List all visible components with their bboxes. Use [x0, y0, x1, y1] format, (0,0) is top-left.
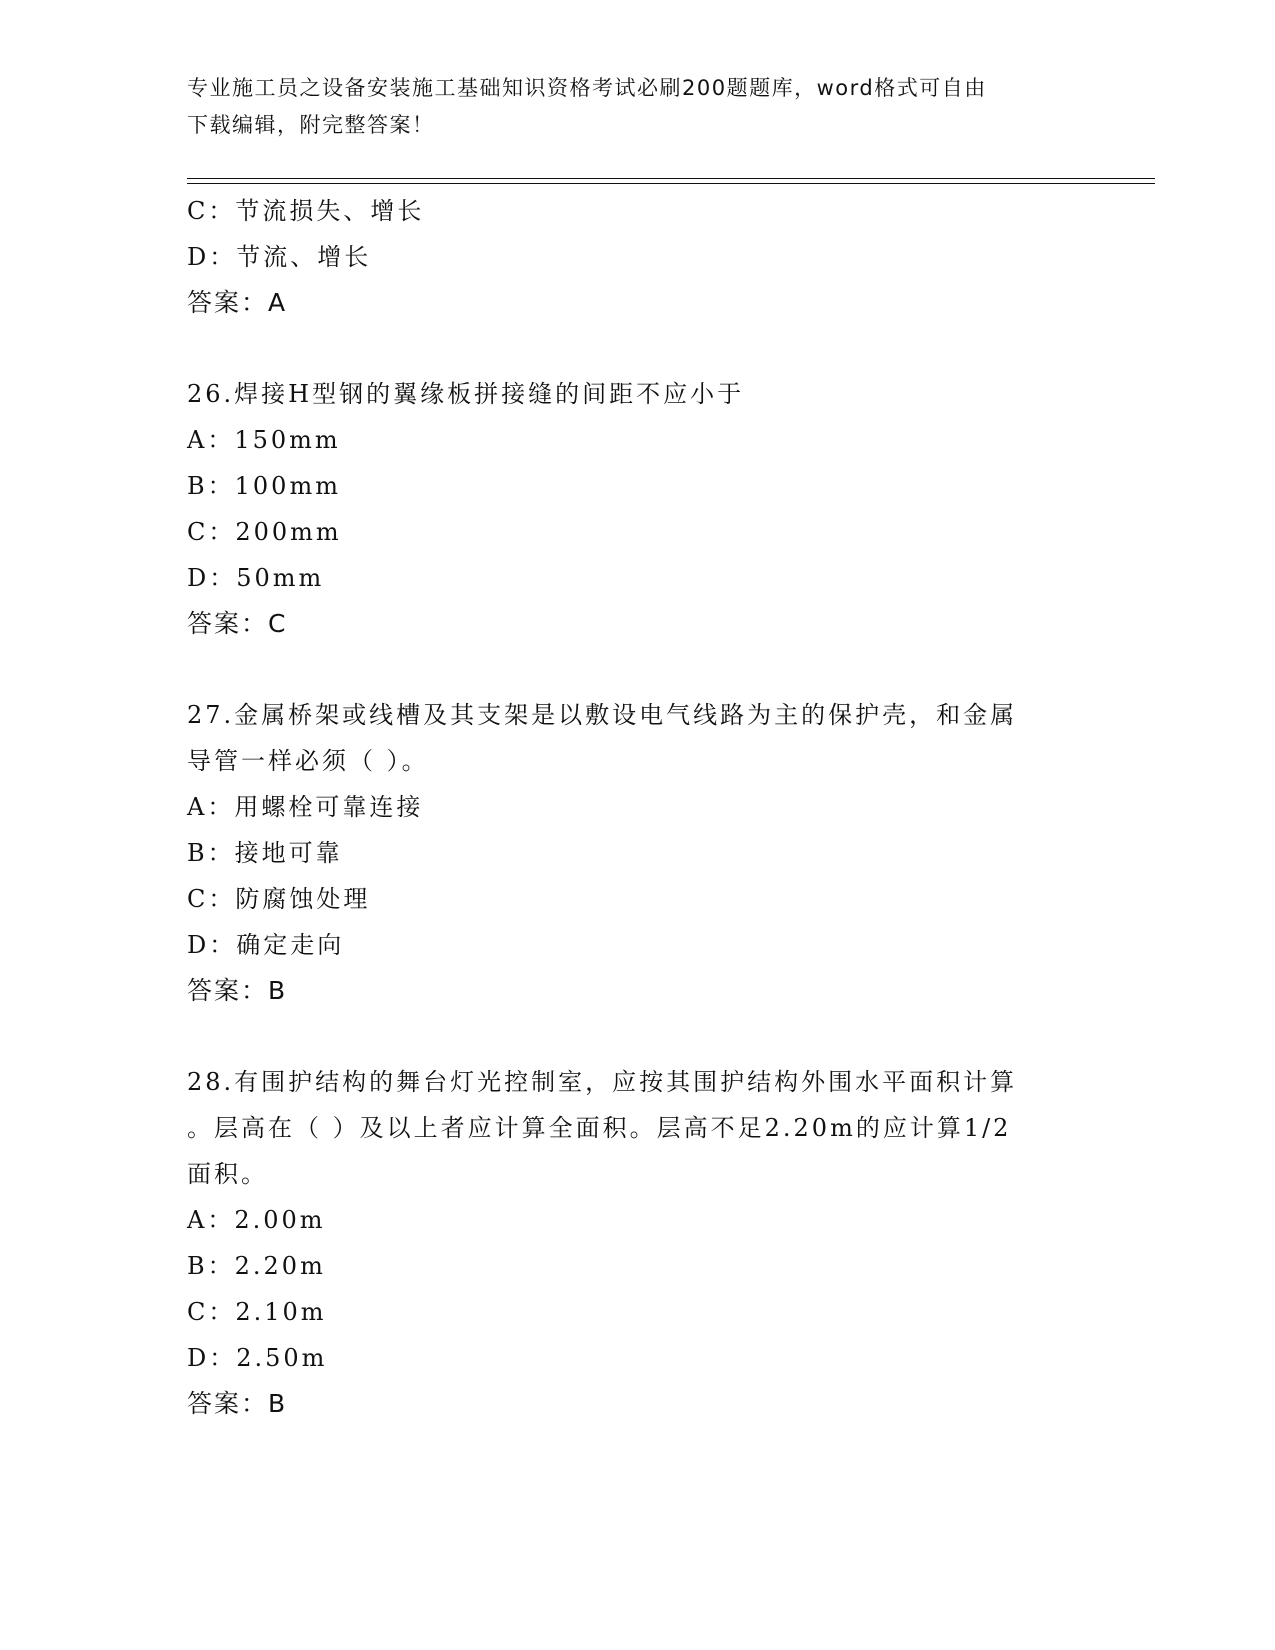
question-stem-continued: 。层高在（ ）及以上者应计算全面积。层高不足2.20m的应计算1/2: [187, 1114, 1012, 1142]
answer-line: 答案：B: [187, 1389, 288, 1418]
option-b: B：100mm: [187, 472, 341, 500]
answer-line: 答案：B: [187, 976, 288, 1005]
question-stem-continued: 导管一样必须（ ）。: [187, 747, 429, 775]
answer-line: 答案：A: [187, 288, 288, 317]
option-c: C：节流损失、增长: [187, 197, 425, 225]
option-a: A：用螺栓可靠连接: [187, 793, 424, 821]
question-27: [187, 692, 1087, 1014]
option-c: C：200mm: [187, 518, 342, 546]
option-a: A：2.00m: [187, 1206, 326, 1234]
question-26: [187, 371, 1087, 647]
question-stem: 27.金属桥架或线槽及其支架是以敷设电气线路为主的保护壳，和金属: [187, 701, 1018, 729]
header-title-line-1: 专业施工员之设备安装施工基础知识资格考试必刷200题题库，word格式可自由: [187, 76, 987, 100]
option-c: C：防腐蚀处理: [187, 885, 371, 913]
header-title-line-2: 下载编辑，附完整答案！: [187, 113, 435, 137]
option-a: A：150mm: [187, 426, 341, 454]
header-divider-top: [187, 178, 1155, 179]
spacer: [187, 326, 1087, 371]
option-b: B：2.20m: [187, 1252, 326, 1280]
answer-line: 答案：C: [187, 609, 288, 638]
option-b: B：接地可靠: [187, 839, 343, 867]
header-divider-bottom: [187, 183, 1155, 184]
spacer: [187, 647, 1087, 692]
question-list: [187, 188, 1087, 1427]
question-25-continued: [187, 188, 1087, 326]
spacer: [187, 1014, 1087, 1059]
option-c: C：2.10m: [187, 1298, 327, 1326]
question-stem-continued: 面积。: [187, 1160, 268, 1188]
question-28: [187, 1059, 1087, 1427]
option-d: D：50mm: [187, 564, 325, 592]
question-stem: 26.焊接H型钢的翼缘板拼接缝的间距不应小于: [187, 380, 745, 408]
option-d: D：节流、增长: [187, 243, 372, 271]
option-d: D：2.50m: [187, 1344, 328, 1372]
document-header: [187, 70, 1087, 144]
question-stem: 28.有围护结构的舞台灯光控制室，应按其围护结构外围水平面积计算: [187, 1068, 1018, 1096]
option-d: D：确定走向: [187, 931, 345, 959]
